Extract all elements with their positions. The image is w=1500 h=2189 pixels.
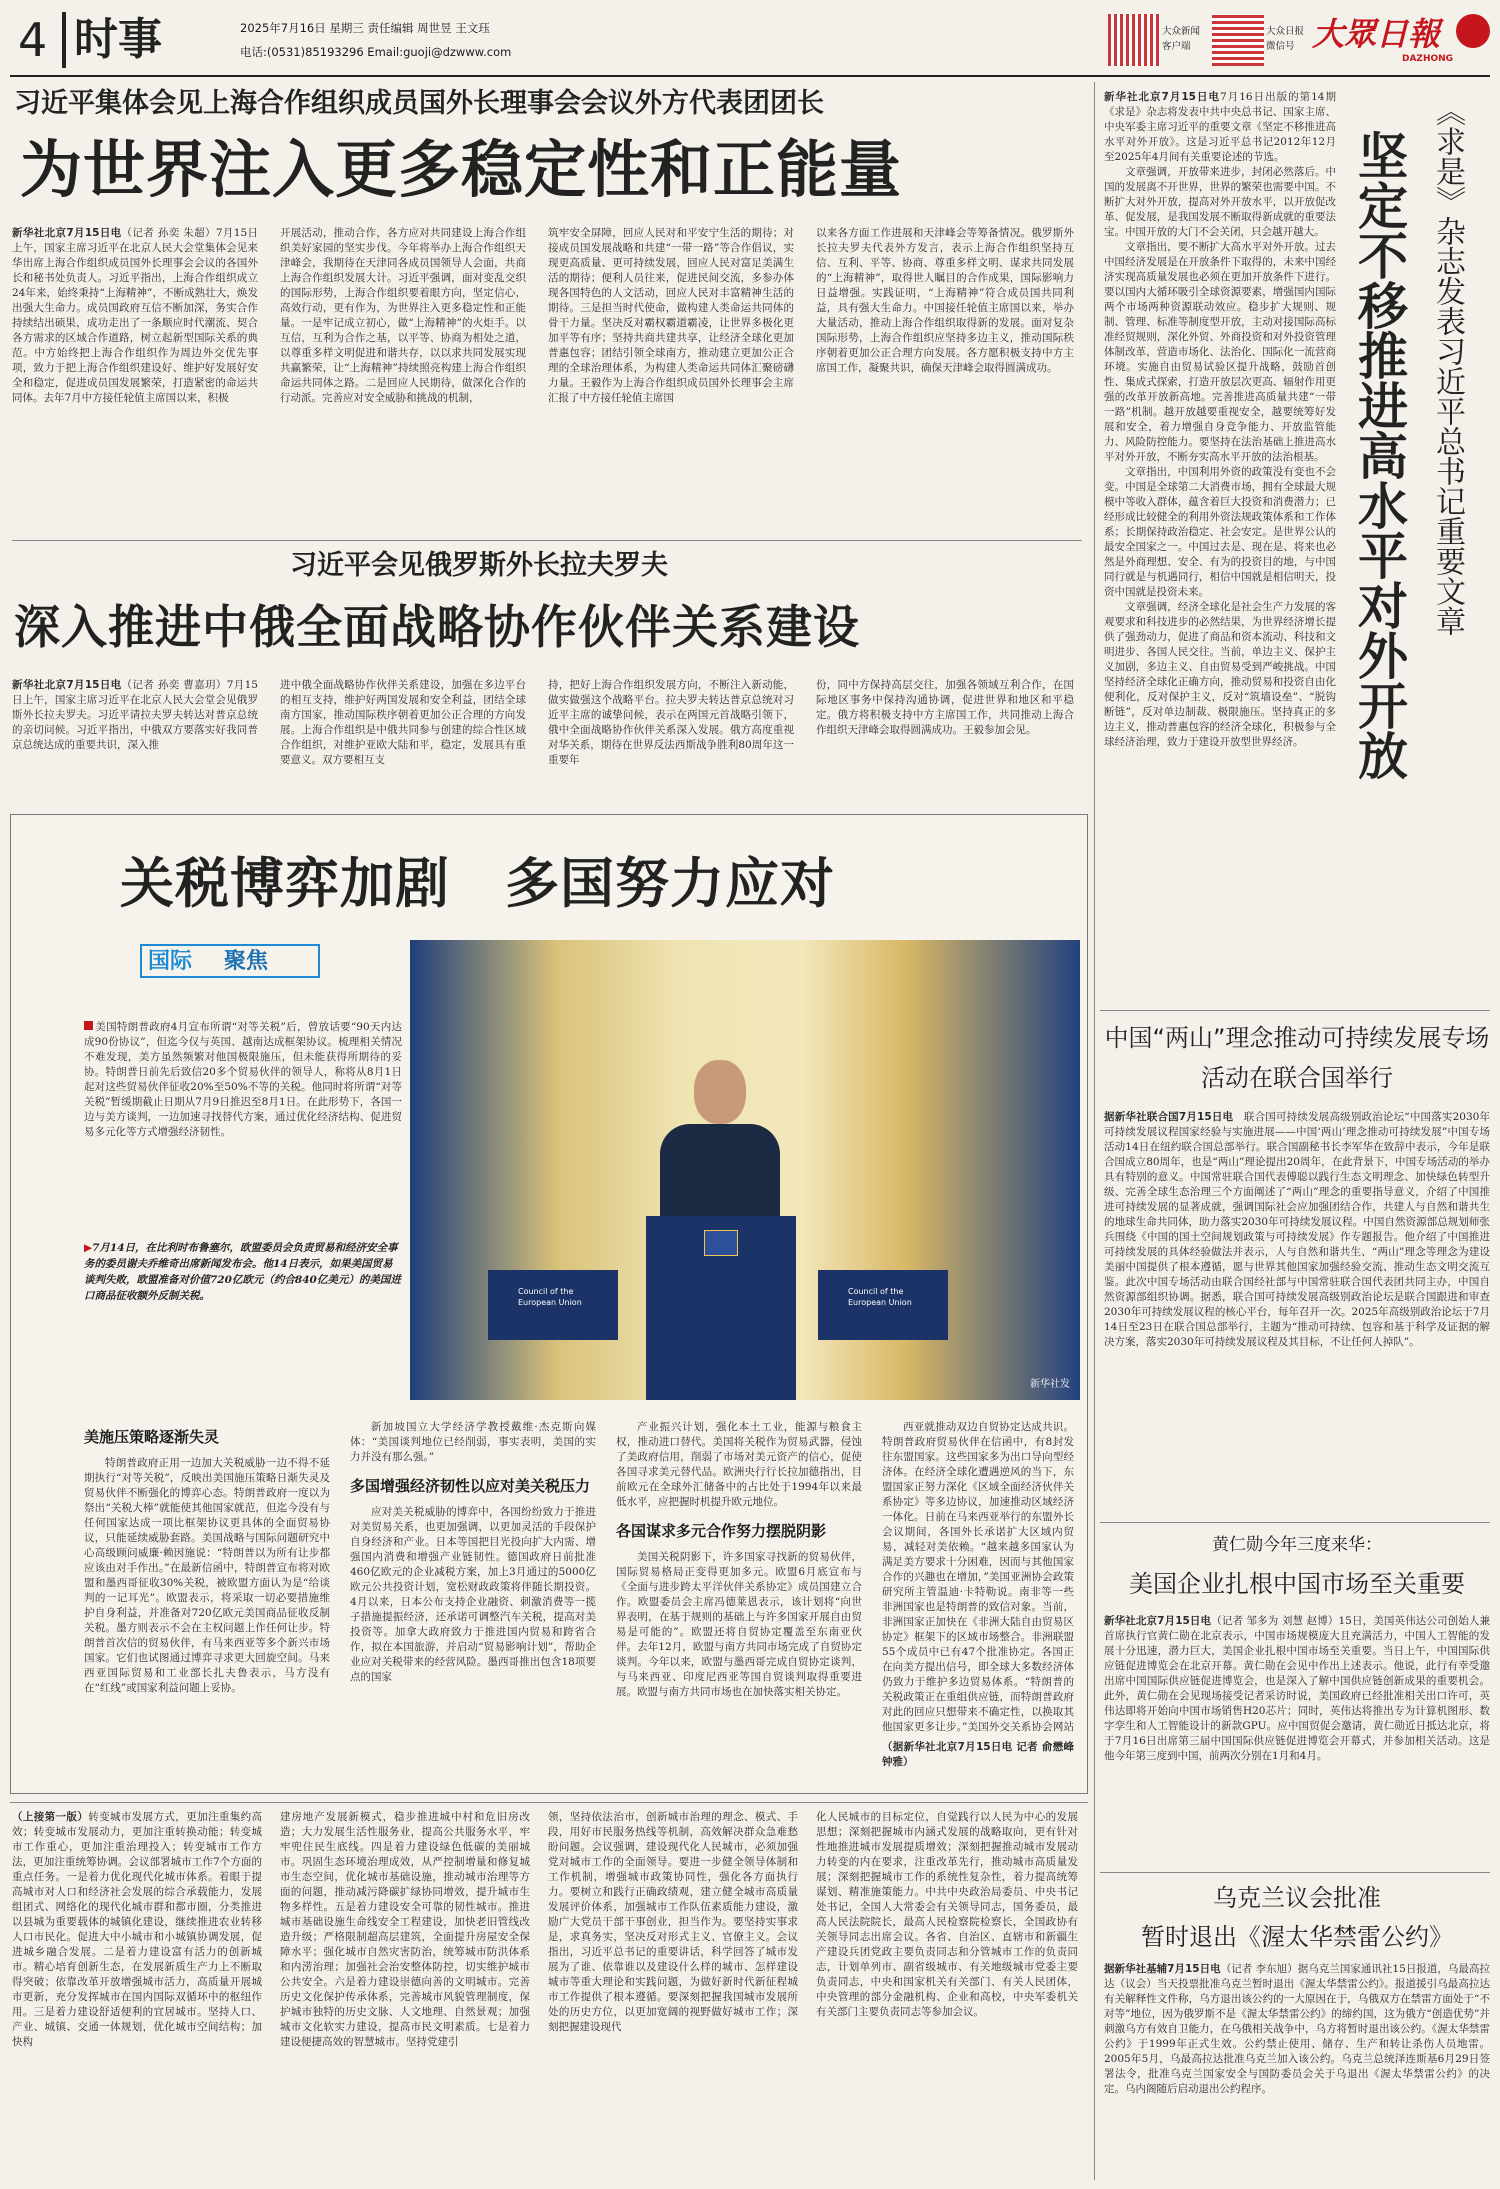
ukraine-dateline: 据新华社基辅7月15日电 [1104, 1963, 1221, 1975]
council-sign-right: Council of the European Union [848, 1287, 912, 1307]
liangshan-dateline: 据新华社联合国7月15日电 [1104, 1111, 1234, 1123]
continued-col1-text: 转变城市发展方式，更加注重集约高效；转变城市发展动力，更加注重转换动能；转变城市工作重心，更加注重治理投入；转变城市工作方法，更加注重统筹协调。会议部署城市工作7个方面的重点任务。一是着力优化现代化城市体系。着眼于提高城市对人口和经济社会发展的综合承载能力，发展组团式、网络化的现代化城市群和都市圈，分类推进以县城为重要载体的城镇化建设，继续推进农业转移人口市民化。促进大中小城市和小城镇协调发展，促进城乡融合发展。二是着力建设富有活力的创新城市。精心培育创新生态，在发展新质生产力上不断取得突破；依靠改革开放增强城市活力，高质量开展城市更新，充分发挥城市在国内国际双循环中的枢纽作用。三是着力建设舒适便利的宜居城市。坚持人口、产业、城镇、交通一体规划，优化城市空间结构；加快构 [12, 1811, 262, 2048]
ukraine-headline-line2: 暂时退出《渥太华禁雷公约》 [1141, 1923, 1453, 1951]
article1-col4: 以来各方面工作进展和天津峰会等筹备情况。俄罗斯外长拉夫罗夫代表外方发言，表示上海合作组织坚持互信、互利、平等、协商、尊重多样文明、谋求共同发展的“上海精神”，取得世人瞩目的合作成果，国际影响力日益增强。实践证明，“上海精神”符合成员国共同利益，具有强大生命力。中国接任轮值主席国以来，举办大量活动，推动上海合作组织取得新的发展。面对复杂国际形势，上海合作组织应坚持多边主义，推动国际秩序朝着更加公正合理方向发展。各方愿积极支持中方主席国工作，凝聚共识，确保天津峰会取得圆满成功。 [816, 227, 1074, 374]
liangshan-body [1104, 1110, 1490, 1510]
continued-label: （上接第一版） [12, 1811, 89, 1823]
huang-headline: 美国企业扎根中国市场至关重要 [1129, 1570, 1465, 1598]
qiushi-body1: 7月16日出版的第14期《求是》杂志将发表中共中央总书记、国家主席、中央军委主席习近平的重要文章《坚定不移推进高水平对外开放》。这是习近平总书记2012年12月至2025年4月间有关重要论述的节选。 [1104, 91, 1336, 163]
ukraine-body-text: 据乌克兰国家通讯社15日报道，乌最高拉达（议会）当天投票批准乌克兰暂时退出《渥太华禁雷公约》。报道援引乌最高拉达有关解释性文件称，乌方退出该公约的一大原因在于，乌俄双方在禁雷方面处于“不对等”地位，因为俄罗斯不是《渥太华禁雷公约》的缔约国，这为俄方“创造优势”并刺激乌方有效自卫能力，在乌俄相关战争中，乌方将暂时退出该公约。《渥太华禁雷公约》于1999年正式生效。公约禁止使用、储存、生产和转让杀伤人员地雷。2005年5月，乌最高拉达批准乌克兰加入该公约。乌克兰总统泽连斯基6月29日签署法令，批准乌克兰国家安全与国防委员会关于乌退出《渥太华禁雷公约》的决定。乌内阁随后启动退出公约程序。 [1104, 1963, 1490, 2095]
article1-col1 [12, 226, 258, 532]
liangshan-headline: 中国“两山”理念推动可持续发展专场活动在联合国举行 [1104, 1024, 1490, 1092]
article3-col4 [882, 1420, 1074, 1780]
podium-left-sign [488, 1270, 618, 1340]
lead-marker [84, 1021, 93, 1030]
huang-body-text: 15日，美国英伟达公司创始人兼首席执行官黄仁勋在北京表示，中国市场规模庞大且充满活力，中国人工智能的发展十分迅速，潜力巨大，美国企业扎根中国市场至关重要。当日上午，中国国际供应链促进博览会在北京开幕。黄仁勋在会见中作出上述表示。他说，此行有幸受邀出席中国国际供应链促进博览会，也是深入了解中国供应链创新成果的重要机会。此外，黄仁勋在会见现场接受记者采访时说，美国政府已经批准相关出口许可，英伟达即将开始向中国市场销售H20芯片；同时，英伟达将推出专为计算机图形、数字孪生和人工智能设计的新款GPU。应中国贸促会邀请，黄仁勋近日抵达北京，将于7月16日出席第三届中国国际供应链促进博览会开幕式，并参加相关活动。这是他今年第三度到中国，前两次分别在1月和4月。 [1104, 1615, 1490, 1762]
news-photo [410, 940, 1080, 1400]
masthead-divider [62, 12, 66, 68]
qiushi-body3: 文章指出，要不断扩大高水平对外开放。过去中国经济发展是在开放条件下取得的，未来中国经济实现高质量发展也必须在更加开放条件下进行。要以国内大循环吸引全球资源要素，增强国内国际两个市场两种资源联动效应。稳步扩大规则、规制、管理、标准等制度型开放，主动对接国际高标准经贸规则，深化外贸、外商投资和对外投资管理体制改革，营造市场化、法治化、国际化一流营商环境。实施自由贸易试验区提升战略，鼓励首创性、集成式探索，打造开放层次更高、辐射作用更强的改革开放新高地。完善推进高质量共建“一带一路”机制。越开放越要重视安全，越要统筹好发展和安全，着力增强自身竞争能力、开放监管能力、风险防控能力。要坚持在法治基础上推进高水平对外开放，不断夯实高水平开放的法治根基。 [1104, 241, 1336, 463]
article1-col2: 开展活动，推动合作，各方应对共同建设上海合作组织美好家园的坚实步伐。今年将举办上海合作组织天津峰会，我期待在天津同各成员国领导人会面，共商上海合作组织发展大计。习近平强调，面对变乱交织的国际形势，上海合作组织要着眼方向，坚定信心，高效行动，更有作为，为世界注入更多稳定性和正能量。一是牢记成立初心，做“上海精神”的火炬手。以互信，互利为合作之基，以平等、协商为相处之道，以尊重多样文明促进和谐共存，以以求共同发展实现共赢繁荣，让“上海精神”持续照亮构建上海合作组织命运共同体之路。二是回应人民期待，做深化合作的行动派。完善应对安全威胁和挑战的机制， [280, 227, 526, 404]
divider [10, 1802, 1088, 1803]
speaker-head [694, 1060, 746, 1124]
article3-lead-text: 美国特朗普政府4月宣布所谓“对等关税”后，曾放话要“90天内达成90份协议”，但迄今仅与英国、越南达成框架协议。梳理相关情况不难发现，美方虽然频繁对他国极限施压，但未能获得所期待的妥协。特朗普日前先后致信20多个贸易伙伴的领导人，称将从8月1日起对这些贸易伙伴征收20%至50%不等的关税。他同时将所谓“对等关税”暂缓期截止日期从7月9日推迟至8月1日。在此形势下，各国一边与美方谈判，一边加速寻找替代方案，通过优化经济结构、促进贸易多元化等方式增强经济韧性。 [84, 1021, 402, 1138]
article1-dateline: 新华社北京7月15日电 [12, 227, 122, 239]
article1-col3: 筑牢安全屏障，回应人民对和平安宁生活的期待；对接成员国发展战略和共建“一带一路”等合作倡议，实现更高质量、更可持续发展，回应人民对富足美满生活的期待；便利人员往来，促进民间交流，多参办体现各国特色的人文活动，回应人民对丰富精神生活的期待。三是担当时代使命，做构建人类命运共同体的骨干力量。坚决反对霸权霸道霸凌，让世界多极化更加平等有序；坚持共商共建共享，让经济全球化更加普惠包容；团结引领全球南方，推动建立更加公正合理的全球治理体系，为构建人类命运共同体汇聚磅礴力量。王毅作为上海合作组织成员国外长理事会主席汇报了中方接任轮值主席国 [548, 227, 794, 404]
huang-reporter: （记者 邹多为 刘慧 赵博） [1211, 1615, 1339, 1627]
qr-code-wechat [1212, 14, 1264, 66]
continued-col4: 化人民城市的目标定位，自觉践行以人民为中心的发展思想；深刻把握城市内涵式发展的战略取向，更有针对性地推进城市发展提质增效；深刻把握推动城市发展动力转变的内在要求，注重改革先行，推动城市高质量发展；深刻把握城市工作的系统性复杂性，着力提高统筹谋划、精准施策能力。中共中央政治局委员、中央书记处书记，全国人大常委会有关领导同志，国务委员，最高人民法院院长，最高人民检察院检察长，全国政协有关领导同志出席会议。各省、自治区、直辖市和新疆生产建设兵团党政主要负责同志和分管城市工作的负责同志，计划单列市、副省级城市、有关地级城市党委主要负责同志，中央和国家机关有关部门、有关人民团体，中央管理的部分金融机构、企业和高校，中央军委机关有关部门主要负责同志等参加会议。 [816, 1811, 1078, 2018]
qiushi-body2: 文章强调，开放带来进步，封闭必然落后。中国的发展离不开世界，世界的繁荣也需要中国。不断扩大对外开放，提高对外开放水平，以开放促改革、促发展，是我国发展不断取得新成就的重要法宝。中国开放的大门不会关闭，只会越开越大。 [1104, 166, 1336, 238]
continued-col3: 领，坚持依法治市，创新城市治理的理念、模式、手段，用好市民服务热线等机制，高效解决群众急难愁盼问题。会议强调，建设现代化人民城市，必须加强党对城市工作的全面领导。要进一步健全领导体制和工作机制，增强城市政策协同性，强化各方面执行力。要树立和践行正确政绩观，建立健全城市高质量发展评价体系，加强城市工作队伍素质能力建设，激励广大党员干部干事创业，担当作为。要坚持实事求是，求真务实，坚决反对形式主义、官僚主义。会议指出，习近平总书记的重要讲话，科学回答了城市发展为了谁、依靠谁以及建设什么样的城市、怎样建设城市等重大理论和实践问题，为做好新时代新征程城市工作提供了根本遵循。要深刻把握我国城市发展所处的历史方位，以更加宽阔的视野做好城市工作；深刻把握建设现代 [548, 1811, 798, 2033]
page-number: 4 [18, 13, 48, 67]
council-sign-left: Council of the European Union [518, 1287, 582, 1307]
qiushi-subtitle [1412, 96, 1472, 996]
huang-body [1104, 1614, 1490, 1862]
caption-marker: ▶ [84, 1242, 93, 1254]
qr-code-wechat-label: 大众日报微信号 [1266, 26, 1305, 52]
issue-date-line: 2025年7月16日 星期三 责任编辑 周世昱 王文珏 [240, 21, 490, 35]
article3-col3a-text: 产业振兴计划，强化本土工业，能源与粮食主权，推动进口替代。美国将关税作为贸易武器，侵蚀了美政府信用，削弱了市场对美元资产的信心，促使各国寻求美元替代品。欧洲央行行长拉加德指出，目前欧元在全球外汇储备中的占比处于1994年以来最低水平，应把握时机提升欧元地位。 [616, 1421, 862, 1508]
lectern [646, 1216, 796, 1400]
ukraine-reporter: （记者 李东旭） [1220, 1963, 1298, 1975]
qiushi-subtitle-prefix: 《求是》 [1430, 96, 1465, 216]
article3-col2a-text: 新加坡国立大学经济学教授戴维·杰克斯向媒体：“美国谈判地位已经削弱，事实表明，美国的实力并没有那么强。” [350, 1421, 596, 1463]
paper-logo-en: DAZHONG [1402, 54, 1454, 64]
qiushi-headline: 坚定不移推进高水平对外开放 [1350, 130, 1408, 780]
article2-col1-text: 7月15日上午，国家主席习近平在北京人民大会堂会见俄罗斯外长拉夫罗夫。习近平请拉夫罗夫转达对普京总统的亲切问候。习近平指出，中俄双方要落实好我同普京总统达成的重要共识，深入推 [12, 679, 258, 751]
article1-headline: 为世界注入更多稳定性和正能量 [20, 133, 903, 206]
article2-col2: 进中俄全面战略协作伙伴关系建设，加强在多边平台的相互支持，维护好两国发展和安全利益，团结全球南方国家，推动国际秩序朝着更加公正合理的方向发展。上海合作组织是中俄共同参与创建的综合性区域合作组织，对维护亚欧大陆和平，稳定，发展具有重要意义。双方要相互支 [280, 679, 526, 766]
divider [12, 540, 1082, 541]
qr-code-app [1108, 14, 1160, 66]
article2-headline: 深入推进中俄全面战略协作伙伴关系建设 [14, 600, 860, 654]
qiushi-subtitle-rest: 杂志发表习近平总书记重要文章 [1430, 216, 1465, 636]
article3-subhead3: 各国谋求多元合作努力摆脱阴影 [616, 1522, 827, 1540]
qiushi-body4: 文章指出，中国利用外资的政策没有变也不会变。中国是全球第二大消费市场，拥有全球最大规模中等收入群体，蕴含着巨大投资和消费潜力；已经形成比较健全的利用外资法规政策体系和工作体系；长期保持政治稳定、社会安定。是世界公认的最安全国家之一。中国过去是、现在是、将来也必然是外商理想、安全、有为的投资目的地，与中国同行就是与机遇同行，相信中国就是相信明天，投资中国就是投资未来。 [1104, 466, 1336, 598]
photo-caption [84, 1240, 402, 1400]
section-title: 时事 [74, 14, 162, 65]
article3-col2b-text: 应对美关税威胁的博弈中，各国纷纷致力于推进对美贸易关系，也更加强调，以更加灵活的手段保护自身经济和产业。日本等国把目光投向扩大内需、增强国内消费和增强产业链韧性。德国政府日前批准460亿欧元的企业减税方案，加上3月通过的5000亿欧元公共投资计划，宽松财政政策将伴随长期投资。4月以来，日本公布支持企业融资、刺激消费等一揽子措施提振经济，还承诺可调整汽车关税，提高对美投资等。加拿大政府致力于推进国内贸易和跨省合作，拟在本国旅游，并启动“贸易影响计划”，帮助企业应对关税带来的经营风险。墨西哥推出包含18项要点的国家 [350, 1506, 596, 1683]
podium-right-sign [818, 1270, 948, 1340]
huang-dateline: 新华社北京7月15日电 [1104, 1615, 1212, 1627]
qiushi-dateline: 新华社北京7月15日电 [1104, 91, 1221, 103]
section-tag-international: 国际 [148, 949, 193, 974]
divider [1100, 1522, 1490, 1523]
article1-col1-text: 7月15日上午，国家主席习近平在北京人民大会堂集体会见来华出席上海合作组织成员国外长理事会会议的各国外长和秘书处负责人。习近平指出，上海合作组织成立24年来，始终秉持“上海精神”，不断成熟壮大，焕发出强大生命力。成员国政府互信不断加深，务实合作持续结出硕果，成功走出了一条顺应时代潮流、契合各方需求的区域合作道路，树立起新型国际关系的典范。中方始终把上海合作组织作为周边外交优先事项，致力于把上海合作组织建设好、维护好发展好安全和稳定，促进成员国发展繁荣，打造紧密的命运共同体。去年7月中方接任轮值主席国以来，积极 [12, 227, 258, 404]
section-tag [140, 944, 320, 978]
article3-subhead2: 多国增强经济韧性以应对美关税压力 [350, 1477, 591, 1495]
column-divider [1094, 82, 1095, 2180]
continued-col1 [12, 1810, 262, 2180]
article2-dateline: 新华社北京7月15日电 [12, 679, 122, 691]
huang-kicker: 黄仁勋今年三度来华： [1212, 1535, 1382, 1555]
article3-col1-text: 特朗普政府正用一边加大关税威胁一边不得不延期执行“对等关税”，反映出美国施压策略日渐失灵及贸易伙伴不断强化的博弈心态。特朗普政府一度以为祭出“关税大棒”就能使其他国家就范，但迄今没有与任何国家达成一项比框架协议更具体的全面贸易协议，只能延续威胁套路。美国战略与国际问题研究中心高级顾问威廉·赖因施说：“特朗普以为所有让步都应该由对手作出。”在最新信函中，特朗普宣布将对欧盟和墨西哥征收30%关税，被欧盟方面认为是“给谈判的一记耳光”。欧盟表示，将采取一切必要措施维护自身利益，并准备对720亿欧元美国商品征收反制关税。墨方则表示不会在主权问题上作任何让步。特朗普首次信的贸易伙伴，有马来西亚等多个新兴市场国家。它们也试图通过博弈寻求更大回旋空间。马来西亚国际贸易和工业部长扎夫鲁表示，马方没有在“红线”或国家利益问题上妥协。 [84, 1457, 330, 1694]
article2-reporter: （记者 孙奕 曹嘉玥） [121, 679, 227, 691]
ukraine-headline-line1: 乌克兰议会批准 [1213, 1884, 1381, 1912]
article2-col3: 持，把好上海合作组织发展方向，不断注入新动能，做实做强这个战略平台。拉夫罗夫转达普京总统对习近平主席的诚挚问候，表示在两国元首战略引领下，俄中全面战略协作伙伴关系深入发展。俄方高度重视对华关系，期待在世界反法西斯战争胜利80周年这一重要年 [548, 679, 794, 766]
article3-byline: （据新华社北京7月15日电 记者 俞懋峰 钟雅） [882, 1741, 1074, 1768]
article3-col3b-text: 美国关税阴影下，许多国家寻找新的贸易伙伴，国际贸易格局正变得更加多元。欧盟6月底宣布与《全面与进步跨太平洋伙伴关系协定》成员国建立合作。欧盟委员会主席冯德莱恩表示，该计划将“向世界表明，在基于规则的基础上与许多国家开展自由贸易是可能的”。欧盟还将自贸协定覆盖至东南亚伙伴。去年12月，欧盟与南方共同市场完成了自贸协定谈判。今年以来，欧盟与墨西哥完成自贸协定谈判，与马来西亚、印度尼西亚等国自贸谈判取得重要进展。欧盟与南方共同市场也在加快落实相关协定。 [616, 1551, 862, 1698]
article2-col4: 份，同中方保持高层交往，加强各领域互利合作，在国际地区事务中保持沟通协调，促进世界和地区和平稳定。俄方将积极支持中方主席国工作，共同推动上海合作组织天津峰会取得圆满成功。王毅参加会见。 [816, 679, 1074, 736]
paper-logo-emblem [1456, 14, 1490, 48]
liangshan-body-text: 联合国可持续发展高级别政治论坛“中国落实2030年可持续发展议程国家经验与实施进展——中国‘两山’理念推动可持续发展”中国专场活动14日在纽约联合国总部举行。联合国副秘书长李军华在致辞中表示，今年是联合国成立80周年，也是“两山”理论提出20周年，在此背景下，中国专场活动的举办具有特别的意义。中国常驻联合国代表傅聪以践行生态文明理念、加快绿色转型升级、完善全球生态治理三个方面阐述了“两山”理念的重要指导意义，介绍了中国推进可持续发展的显著成就，强调国际社会应加强团结合作，共建人与自然和谐共生的地球生命共同体，助力落实2030年可持续发展议程。中国自然资源部总规划师张兵围绕《中国的国土空间规划政策与可持续发展》作专题报告。他介绍了中国推进可持续发展的具体经验做法并表示，人与自然和谐共生、“两山”理念等理念为建设美丽中国提供了根本遵循，愿与世界其他国家加强经验交流、推动生态文明交流互鉴。此次中国专场活动由联合国经社部与中国常驻联合国代表团共同主办，中国自然资源部组织协调。据悉，联合国可持续发展高级别政治论坛是联合国跟进和审查2030年可持续发展议程的核心平台，每年召开一次。2025年高级别政治论坛于7月14日至23日在联合国总部举行，主题为“推动可持续、包容和基于科学及证据的解决方案，落实2030年可持续发展议程及其目标，不让任何人掉队”。 [1104, 1111, 1490, 1348]
photo-caption-text: 7月14日，在比利时布鲁塞尔，欧盟委员会负责贸易和经济安全事务的委员谢夫乔维奇出席新闻发布会。他14日表示，如果美国贸易谈判失败，欧盟准备对价值720亿欧元（约合840亿美元）的美国进口商品征收额外反制关税。 [84, 1242, 401, 1302]
contact-line: 电话:(0531)85193296 Email:guoji@dzwww.com [240, 45, 512, 59]
divider [1100, 1872, 1490, 1873]
divider [1100, 1010, 1490, 1011]
article2-col1 [12, 678, 258, 804]
article3-col2 [350, 1420, 596, 1780]
article3-col4-text: 西亚就推动双边自贸协定达成共识。特朗普政府贸易伙伴在信函中，有8封发往东盟国家。这些国家多为出口导向型经济体。在经济全球化遭遇逆风的当下，东盟国家正努力深化《区域全面经济伙伴关系协定》等多边协议，加速推动区域经济一体化。日前在马来西亚举行的东盟外长会议期间，各国外长承诺扩大区域内贸易，减轻对美依赖。“越来越多国家认为满足美方要求十分困难，因而与其他国家合作的兴趣也在增加，”美国亚洲协会政策研究所主管温迪·卡特勒说。南非等一些非洲国家也是特朗普的致信对象。当前，非洲国家正加快在《非洲大陆自由贸易区协定》框架下的区域市场整合。非洲联盟55个成员中已有47个批准协定。各国正在向美方提出信号，即全球大多数经济体仍致力于维护多边贸易体系。“特朗普的关税政策正在重组供应链，而特朗普政府对此的回应只想带来不确定性，以换取其他国家更多让步。”美国外交关系协会网站 [882, 1421, 1074, 1733]
article3-headline: 关税博弈加剧 多国努力应对 [120, 852, 835, 915]
section-tag-focus: 聚焦 [224, 949, 269, 974]
qr-code-app-label: 大众新闻客户端 [1162, 26, 1201, 52]
article1-kicker: 习近平集体会见上海合作组织成员国外长理事会会议外方代表团团长 [14, 88, 824, 119]
eu-emblem [704, 1230, 738, 1256]
masthead-rule [10, 75, 1490, 77]
article3-col1 [84, 1420, 330, 1760]
article3-col3 [616, 1420, 862, 1780]
qiushi-body5: 文章强调，经济全球化是社会生产力发展的客观要求和科技进步的必然结果，为世界经济增长提供了强劲动力，促进了商品和资本流动、科技和文明进步、各国人民交往。当前，单边主义、保护主义加剧，多边主义、自由贸易受到严峻挑战。中国坚持经济全球化正确方向，推动贸易和投资自由化便利化，反对保护主义，反对“筑墙设垒”、“脱钩断链”，反对单边制裁、极限施压。坚持真正的多边主义，推动普惠包容的经济全球化，积极参与全球经济治理，致力于建设开放型世界经济。 [1104, 601, 1336, 748]
continued-col2: 建房地产发展新模式，稳步推进城中村和危旧房改造；大力发展生活性服务业，提高公共服务水平，牢牢兜住民生底线。四是着力建设绿色低碳的美丽城市。巩固生态环境治理成效，从严控制增量和修复城市生态空间，优化城市基础设施，推动城市治理等方面的问题，推动减污降碳扩绿协同增效，提升城市生物多样性。五是着力建设安全可靠的韧性城市。推进城市基础设施生命线安全工程建设，加快老旧管线改造升级；严格限制超高层建筑，全面提升房屋安全保障水平；强化城市自然灾害防治，统筹城市防洪体系和内涝治理；加强社会治安整体防控，切实维护城市公共安全。六是着力建设崇德向善的文明城市。完善历史文化保护传承体系，完善城市风貌管理制度，保护城市独特的历史文脉、人文地理、自然景观；加强城市文化软实力建设，提高市民文明素质。七是着力建设便捷高效的智慧城市。坚持党建引 [280, 1811, 530, 2048]
masthead [0, 0, 1500, 75]
paper-logo: 大眾日報 [1312, 15, 1441, 53]
article1-reporter: （记者 孙奕 朱超） [121, 227, 216, 239]
qiushi-body [1104, 90, 1336, 990]
article3-subhead1: 美施压策略逐渐失灵 [84, 1428, 220, 1446]
article2-kicker: 习近平会见俄罗斯外长拉夫罗夫 [290, 550, 668, 581]
photo-credit: 新华社发 [1030, 1379, 1070, 1390]
ukraine-body [1104, 1962, 1490, 2180]
article3-lead [84, 1020, 402, 1212]
